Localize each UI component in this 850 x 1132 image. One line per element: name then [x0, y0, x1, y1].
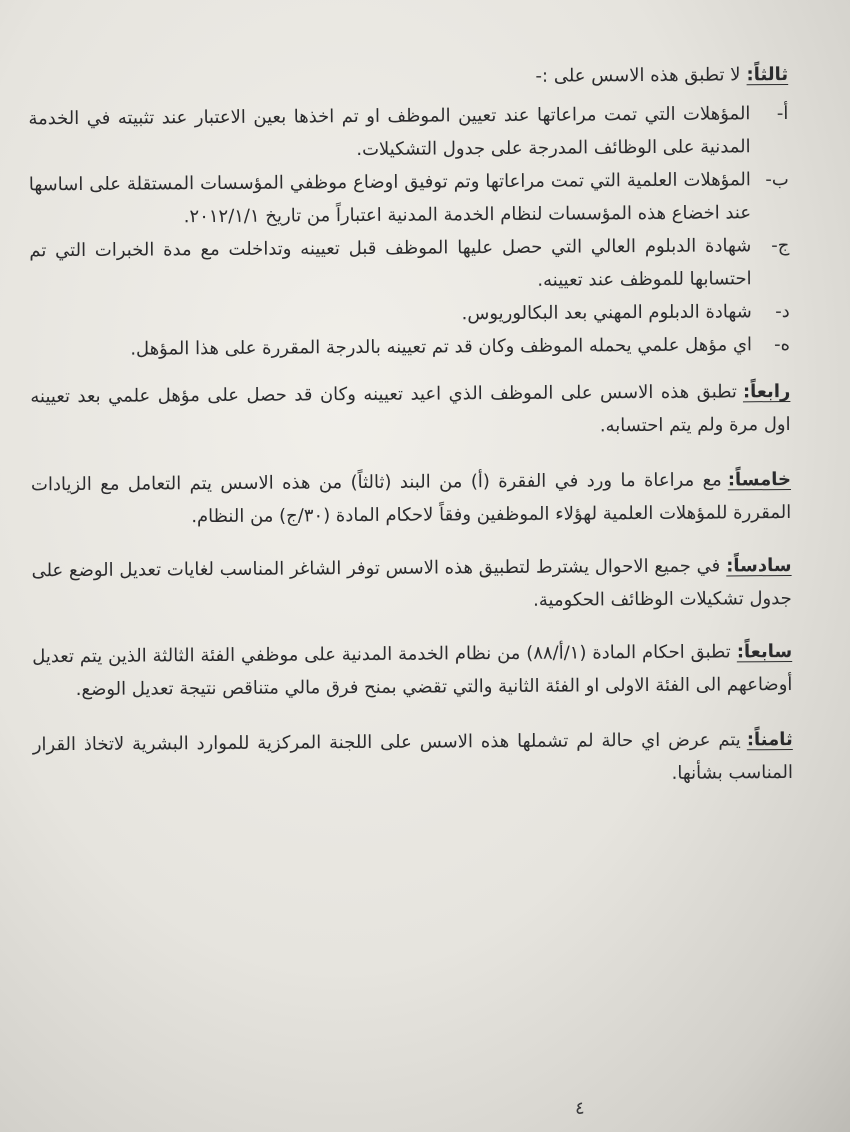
document-body: [28, 58, 793, 794]
list-item-marker: د-: [775, 300, 790, 323]
section-sixth: [31, 549, 791, 620]
list-item-marker: ج-: [771, 234, 790, 257]
list-item-marker: ه-: [773, 333, 791, 356]
section-fifth-heading: خامساً:: [727, 468, 792, 491]
list-item-text: المؤهلات التي تمت مراعاتها عند تعيين الموظف او تم اخذها بعين الاعتبار عند تثبيته في الخدمة المدنية على الوظائف المدرجة على جدول التشكيلات.: [28, 103, 751, 161]
section-eighth-text: يتم عرض اي حالة لم تشملها هذه الاسس على اللجنة المركزية للموارد البشرية لاتخاذ القرار المناسب بشأنها.: [32, 729, 794, 784]
page-number: ٤: [575, 1098, 585, 1119]
section-fourth-text: تطبق هذه الاسس على الموظف الذي اعيد تعيينه وكان قد حصل على مؤهل علمي بعد تعيينه اول مرة ولم يتم احتسابه.: [30, 381, 791, 437]
list-item-c: [29, 229, 789, 300]
list-item-text: شهادة الدبلوم المهني بعد البكالوريوس.: [461, 301, 752, 325]
section-seventh-text: تطبق احكام المادة (١/أ/٨٨) من نظام الخدمة المدنية على موظفي الفئة الثالثة الذين يتم تعديل أوضاعهم الى الفئة الاولى او الفئة الثانية والتي تقضي بمنح فرق مالي متناقص نتيجة تعديل الوضع.: [32, 641, 793, 700]
section-sixth-heading: سادساً:: [726, 554, 792, 577]
list-item-text: اي مؤهل علمي يحمله الموظف وكان قد تم تعيينه بالدرجة المقررة على هذا المؤهل.: [130, 334, 753, 360]
list-item-text: المؤهلات العلمية التي تمت مراعاتها وتم توفيق اوضاع موظفي المؤسسات المستقلة على اساسها عند اخضاع هذه المؤسسات لنظام الخدمة المدنية اعتباراً من تاريخ ٢٠١٢/١/١.: [28, 169, 752, 228]
list-item-a: [28, 97, 788, 168]
list-item-d: [30, 295, 790, 333]
section-fifth: [31, 463, 791, 534]
list-item-b: [29, 163, 789, 234]
section-third-heading: ثالثاً:: [746, 63, 789, 86]
list-item-e: [30, 328, 790, 366]
list-item-marker: أ-: [776, 102, 789, 125]
section-sixth-text: في جميع الاحوال يشترط لتطبيق هذه الاسس توفر الشاغر المناسب لغايات تعديل الوضع على جدول تشكيلات الوظائف الحكومية.: [31, 555, 792, 611]
section-fifth-text: مع مراعاة ما ورد في الفقرة (أ) من البند (ثالثاً) من هذه الاسس يتم التعامل مع الزيادات المقررة للمؤهلات العلمية لهؤلاء الموظفين وفقاً لاحكام المادة (٣٠/ج) من النظام.: [30, 469, 792, 528]
list-item-text: شهادة الدبلوم العالي التي حصل عليها الموظف قبل تعيينه وتداخلت مع مدة الخبرات التي تم احتسابها للموظف عند تعيينه.: [29, 235, 752, 291]
list-item-marker: ب-: [765, 168, 789, 191]
section-fourth: [30, 375, 790, 446]
section-third-text: لا تطبق هذه الاسس على :-: [535, 64, 741, 87]
section-seventh: [32, 635, 792, 706]
section-seventh-heading: سابعاً:: [736, 640, 793, 663]
section-fourth-heading: رابعاً:: [742, 380, 791, 403]
section-eighth: [33, 723, 793, 794]
section-third: [28, 58, 788, 96]
section-eighth-heading: ثامناً:: [746, 728, 793, 751]
